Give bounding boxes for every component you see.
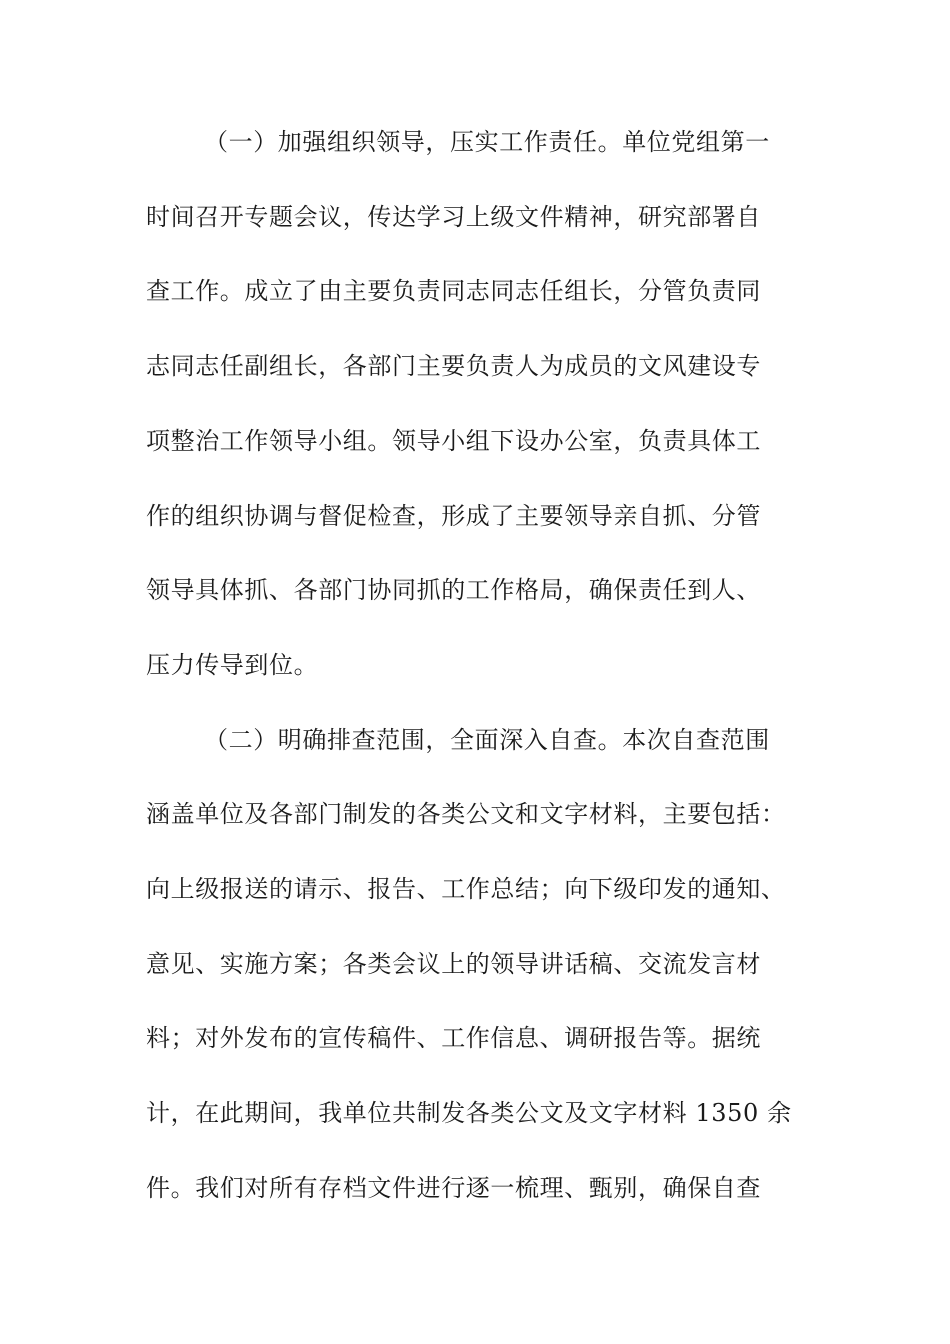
- text-line: （一）加强组织领导，压实工作责任。单位党组第一: [204, 128, 770, 156]
- text-line: 压力传导到位。: [146, 651, 319, 679]
- text-line: 件。我们对所有存档文件进行逐一梳理、甄别，确保自查: [146, 1174, 761, 1202]
- text-line: 志同志任副组长，各部门主要负责人为成员的文风建设专: [146, 352, 761, 380]
- text-line: 领导具体抓、各部门协同抓的工作格局，确保责任到人、: [146, 576, 761, 604]
- text-line: 涵盖单位及各部门制发的各类公文和文字材料，主要包括：: [146, 800, 786, 828]
- text-line: （二）明确排查范围，全面深入自查。本次自查范围: [204, 726, 770, 754]
- text-line: 作的组织协调与督促检查，形成了主要领导亲自抓、分管: [146, 502, 761, 530]
- text-line: 项整治工作领导小组。领导小组下设办公室，负责具体工: [146, 427, 761, 455]
- text-line: 时间召开专题会议，传达学习上级文件精神，研究部署自: [146, 203, 761, 231]
- text-line: 向上级报送的请示、报告、工作总结；向下级印发的通知、: [146, 875, 786, 903]
- text-line: 查工作。成立了由主要负责同志同志任组长，分管负责同: [146, 277, 761, 305]
- text-line: 意见、实施方案；各类会议上的领导讲话稿、交流发言材: [146, 950, 761, 978]
- text-line: 计，在此期间，我单位共制发各类公文及文字材料 1350 余: [146, 1099, 792, 1127]
- text-line: 料；对外发布的宣传稿件、工作信息、调研报告等。据统: [146, 1024, 761, 1052]
